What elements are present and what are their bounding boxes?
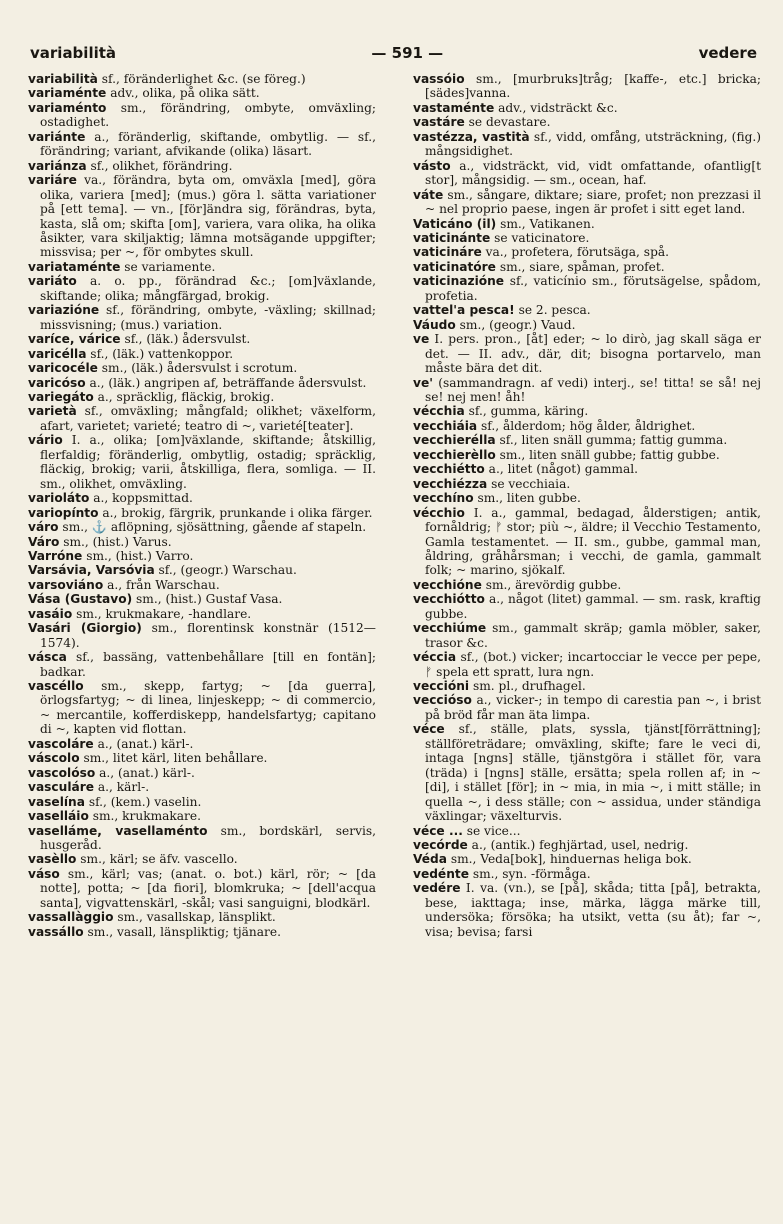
dictionary-entry: [28, 159, 376, 173]
dictionary-entry: [28, 549, 376, 563]
entry-headword: variabilità: [28, 72, 98, 86]
entry-definition: a., litet (något) gammal.: [484, 462, 639, 477]
dictionary-entry: [28, 535, 376, 549]
dictionary-entry: [28, 347, 376, 361]
entry-definition: I. va. (vn.), se [på], skåda; titta [på], betrakta, bese, iakttaga; inse, märka, lägga märke till, undersöka; försöka; ha utsikt, vetta (su åt); far ~, visa; bevisa; farsi: [425, 881, 761, 939]
entry-headword: véce ...: [413, 823, 463, 838]
page-number: — 591 —: [371, 44, 444, 62]
entry-headword: ve': [413, 375, 433, 390]
entry-definition: sf., (geogr.) Warschau.: [154, 563, 297, 578]
entry-headword: vascolóso: [28, 765, 96, 780]
entry-definition: sf., liten snäll gumma; fattig gumma.: [495, 433, 728, 448]
dictionary-entry: [28, 852, 376, 866]
dictionary-entry: [413, 217, 761, 231]
entry-definition: sm., Veda[bok], hinduernas heliga bok.: [446, 852, 692, 867]
entry-headword: variazióne: [28, 303, 100, 318]
dictionary-entry: [413, 188, 761, 217]
dictionary-entry: [413, 679, 761, 693]
entry-definition: a., (antik.) feghjärtad, usel, nedrig.: [467, 838, 689, 853]
dictionary-entry: [28, 72, 376, 86]
dictionary-entry: [28, 925, 376, 939]
entry-definition: sm., liten gubbe.: [473, 491, 581, 506]
dictionary-entry: [28, 679, 376, 737]
dictionary-entry: [413, 419, 761, 433]
entry-definition: sm. pl., drufhagel.: [469, 679, 586, 694]
entry-headword: Vaticáno (il): [413, 216, 497, 231]
dictionary-entry: [413, 318, 761, 332]
entry-headword: Vasári (Giorgio): [28, 621, 142, 636]
dictionary-entry: [28, 130, 376, 159]
dictionary-entry: [28, 173, 376, 260]
dictionary-entry: [413, 693, 761, 722]
entry-definition: se vecchiaia.: [487, 476, 571, 491]
entry-headword: vário: [28, 433, 63, 448]
entry-definition: sm., vasall, länspliktig; tjänare.: [83, 924, 281, 939]
entry-definition: a., (anat.) kärl-.: [93, 736, 194, 751]
entry-definition: sf., (läk.) vattenkoppor.: [86, 346, 234, 361]
dictionary-entry: [28, 520, 376, 534]
entry-headword: vasèllo: [28, 852, 77, 867]
entry-definition: se variamente.: [120, 259, 216, 274]
entry-headword: vaticinánte: [413, 230, 491, 245]
entry-headword: vecchiótto: [413, 592, 485, 607]
entry-headword: vaticinazióne: [413, 274, 505, 289]
entry-headword: váscolo: [28, 751, 80, 766]
entry-headword: vecórde: [413, 838, 468, 853]
right-column: [413, 72, 761, 939]
entry-headword: variaménte: [28, 86, 107, 101]
entry-headword: varietà: [28, 404, 77, 419]
entry-definition: adv., olika, på olika sätt.: [106, 86, 260, 101]
entry-headword: variánte: [28, 129, 86, 144]
entry-definition: sm., skepp, fartyg; ~ [da guerra], örlogsfartyg; ~ di linea, linjeskepp; ~ di commercio, ~ mercantile, kofferdiskepp, handelsfartyg; capitano di ~, kapten vid flottan.: [40, 679, 376, 737]
entry-headword: varsoviáno: [28, 577, 104, 592]
dictionary-entry: [28, 621, 376, 650]
dictionary-entry: [28, 433, 376, 491]
entry-definition: a., kärl-.: [94, 780, 150, 795]
entry-definition: sm., förändring, ombyte, omväxling; ostadighet.: [40, 100, 376, 130]
entry-headword: vaselína: [28, 794, 85, 809]
dictionary-entry: [28, 650, 376, 679]
entry-definition: se vaticinatore.: [490, 230, 590, 245]
columns: [28, 72, 761, 939]
entry-headword: variataménte: [28, 259, 121, 274]
entry-definition: a., något (litet) gammal. — sm. rask, kraftig gubbe.: [425, 592, 761, 621]
entry-headword: vastézza, vastità: [413, 129, 530, 144]
dictionary-entry: [413, 72, 761, 101]
dictionary-entry: [413, 621, 761, 650]
dictionary-entry: [28, 274, 376, 303]
entry-headword: vecchiáia: [413, 418, 478, 433]
dictionary-entry: [28, 506, 376, 520]
entry-definition: sf., bassäng, vattenbehållare [till en fontän]; badkar.: [40, 650, 376, 679]
entry-headword: vasculáre: [28, 780, 95, 795]
entry-definition: sm., (hist.) Varro.: [82, 548, 194, 563]
dictionary-entry: [28, 809, 376, 823]
entry-definition: a., spräcklig, fläckig, brokig.: [93, 389, 275, 404]
dictionary-entry: [28, 592, 376, 606]
entry-headword: Váudo: [413, 317, 456, 332]
entry-headword: variaménto: [28, 100, 107, 115]
entry-headword: vastaménte: [413, 100, 495, 115]
entry-headword: vecchierélla: [413, 433, 496, 448]
entry-headword: ve: [413, 332, 430, 347]
header-right-guideword: vedere: [698, 44, 757, 62]
entry-headword: Varsávia, Varsóvia: [28, 563, 155, 578]
entry-definition: sf., ålderdom; hög ålder, åldrighet.: [477, 418, 696, 433]
dictionary-entry: [28, 404, 376, 433]
entry-headword: vecchierèllo: [413, 447, 496, 462]
dictionary-entry: [28, 303, 376, 332]
dictionary-entry: [28, 361, 376, 375]
entry-headword: veccióni: [413, 679, 470, 694]
dictionary-entry: [413, 274, 761, 303]
dictionary-entry: [413, 376, 761, 405]
entry-headword: véccia: [413, 650, 457, 665]
entry-definition: sf., (kem.) vaselin.: [84, 794, 202, 809]
entry-definition: sm., (hist.) Gustaf Vasa.: [132, 592, 283, 607]
entry-headword: vastáre: [413, 115, 465, 130]
entry-headword: vascoláre: [28, 736, 94, 751]
entry-headword: váte: [413, 187, 444, 202]
dictionary-entry: [413, 231, 761, 245]
entry-definition: sm., kärl; se äfv. vascello.: [76, 852, 238, 867]
entry-definition: sm., bordskärl, servis, husgeråd.: [40, 823, 376, 853]
entry-headword: vecchiúme: [413, 621, 487, 636]
dictionary-entry: [28, 780, 376, 794]
entry-headword: vasáio: [28, 606, 73, 621]
dictionary-entry: [413, 722, 761, 823]
entry-headword: vedénte: [413, 866, 469, 881]
entry-headword: varicélla: [28, 346, 87, 361]
entry-definition: sf., olikhet, förändring.: [86, 158, 233, 173]
entry-headword: vascéllo: [28, 679, 84, 694]
header-left-guideword: variabilità: [30, 44, 117, 62]
dictionary-entry: [413, 462, 761, 476]
entry-definition: sm., [murbruks]tråg; [kaffe-, etc.] bricka; [sädes]vanna.: [425, 72, 761, 101]
dictionary-entry: [28, 910, 376, 924]
entry-definition: (sammandragn. af vedi) interj., se! titta! se så! nej se! nej men! åh!: [425, 375, 761, 404]
entry-definition: a., från Warschau.: [103, 577, 220, 592]
entry-definition: se vice...: [462, 823, 521, 838]
entry-headword: variáre: [28, 173, 77, 188]
entry-definition: sm., Vatikanen.: [496, 216, 595, 231]
entry-headword: variáto: [28, 274, 77, 289]
dictionary-entry: [413, 824, 761, 838]
dictionary-entry: [28, 737, 376, 751]
dictionary-entry: [413, 477, 761, 491]
entry-headword: vassállo: [28, 924, 84, 939]
dictionary-entry: [28, 86, 376, 100]
entry-headword: vecchíno: [413, 491, 474, 506]
entry-definition: a., (anat.) kärl-.: [95, 765, 195, 780]
entry-definition: sm., litet kärl, liten behållare.: [79, 751, 268, 766]
entry-definition: se 2. pesca.: [514, 303, 591, 318]
entry-definition: sm., (geogr.) Vaud.: [455, 317, 576, 332]
entry-headword: Varróne: [28, 548, 83, 563]
dictionary-entry: [28, 766, 376, 780]
entry-headword: varicóso: [28, 375, 86, 390]
entry-headword: váro: [28, 520, 59, 535]
entry-definition: sm., liten snäll gubbe; fattig gubbe.: [495, 447, 720, 462]
entry-definition: sm., ⚓ aflöpning, sjösättning, gående af stapeln.: [58, 520, 367, 535]
dictionary-entry: [413, 115, 761, 129]
entry-definition: sm., siare, spåman, profet.: [495, 259, 665, 274]
entry-headword: varicocéle: [28, 361, 98, 376]
entry-headword: Vása (Gustavo): [28, 592, 133, 607]
entry-headword: vecchiétto: [413, 462, 485, 477]
entry-definition: sf., vidd, omfång, utsträckning, (fig.) mångsidighet.: [425, 129, 761, 159]
entry-headword: váso: [28, 866, 60, 881]
entry-headword: vecchióne: [413, 577, 482, 592]
entry-headword: Váro: [28, 534, 60, 549]
dictionary-entry: [413, 332, 761, 375]
entry-definition: sm., krukmakare.: [88, 809, 201, 824]
dictionary-entry: [413, 404, 761, 418]
entry-definition: sm., kärl; vas; (anat. o. bot.) kärl, rör; ~ [da notte], potta; ~ [da fiori], blomkruka; ~ [dell'acqua santa], vigvattenskärl, -skål; vasi sanguigni, blodkärl.: [40, 866, 376, 910]
entry-headword: vásto: [413, 158, 451, 173]
entry-definition: sm., florentinsk konstnär (1512—1574).: [40, 621, 376, 650]
dictionary-entry: [413, 159, 761, 188]
dictionary-entry: [413, 838, 761, 852]
entry-definition: va., profetera, förutsäga, spå.: [481, 245, 670, 260]
dictionary-entry: [413, 448, 761, 462]
entry-definition: sf., ställe, plats, syssla, tjänst[förrättning]; ställföreträdare; omväxling, skifte; fare le veci di, intaga [ngns] ställe, tjänstgöra i stället för, vara (träda) i [ngns] ställe, ersätta; spela rollen af; in ~ [di], i stället [för]; in ~ mia, in mia ~, i mitt ställe; in quella ~, i dess ställe; con ~ assidua, under ständiga växlingar; växelturvis.: [425, 722, 761, 824]
entry-definition: sf., (läk.) ådersvulst.: [120, 332, 251, 347]
entry-definition: sm., gammalt skräp; gamla möbler, saker, trasor &c.: [425, 621, 761, 650]
dictionary-entry: [413, 101, 761, 115]
dictionary-entry: [413, 433, 761, 447]
dictionary-entry: [28, 578, 376, 592]
dictionary-entry: [413, 130, 761, 159]
dictionary-entry: [28, 824, 376, 853]
entry-headword: vécchio: [413, 505, 465, 520]
dictionary-entry: [413, 245, 761, 259]
dictionary-entry: [28, 491, 376, 505]
entry-headword: variopínto: [28, 505, 99, 520]
entry-definition: sm., (läk.) ådersvulst i scrotum.: [97, 361, 298, 376]
entry-headword: vásca: [28, 650, 67, 665]
dictionary-entry: [28, 563, 376, 577]
entry-definition: sf., förändring, ombyte, -växling; skillnad; missvisning; (mus.) variation.: [40, 303, 376, 332]
page-header: [28, 44, 761, 62]
entry-headword: vecchiézza: [413, 476, 488, 491]
entry-headword: vassallàggio: [28, 910, 114, 925]
dictionary-entry: [28, 332, 376, 346]
entry-headword: vaselláme, vasellaménto: [28, 823, 208, 838]
entry-definition: sm., (hist.) Varus.: [59, 534, 172, 549]
entry-headword: vaticinatóre: [413, 259, 496, 274]
dictionary-entry: [413, 650, 761, 679]
dictionary-entry: [28, 260, 376, 274]
dictionary-entry: [28, 390, 376, 404]
entry-headword: vedére: [413, 881, 461, 896]
entry-headword: varioláto: [28, 491, 90, 506]
entry-definition: a., (läk.) angripen af, beträffande ådersvulst.: [85, 375, 367, 390]
entry-definition: se devastare.: [464, 115, 551, 130]
entry-headword: variánza: [28, 158, 87, 173]
entry-definition: adv., vidsträckt &c.: [494, 100, 618, 115]
entry-definition: sm., krukmakare, -handlare.: [72, 606, 252, 621]
entry-definition: a., föränderlig, skiftande, ombytlig. — sf., förändring; variant, afvikande (olika) läsart.: [40, 129, 376, 159]
entry-headword: vattel'a pesca!: [413, 303, 515, 318]
entry-headword: varíce, várice: [28, 332, 121, 347]
entry-definition: a., vidsträckt, vid, vidt omfattande, ofantlig[t stor], mångsidig. — sm., ocean, haf.: [425, 158, 761, 188]
entry-headword: veccióso: [413, 693, 472, 708]
dictionary-entry: [413, 592, 761, 621]
dictionary-entry: [28, 751, 376, 765]
entry-headword: Véda: [413, 852, 447, 867]
entry-definition: sf., vaticínio sm., förutsägelse, spådom, profetia.: [425, 274, 761, 303]
entry-definition: sm., syn. -förmåga.: [468, 866, 591, 881]
entry-definition: sf., föränderlighet &c. (se föreg.): [97, 72, 306, 86]
entry-definition: va., förändra, byta om, omväxla [med], göra olika, variera [med]; (mus.) göra l. sätta variationer på [ett tema]. — vn., [för]ändra sig, förändras, byta, kasta, slå om; skifta [om], variera, vara olika, ha olika åsikter, vara skiljaktig; lämna motsägande uppgifter; missvisa; per ~, för ombytes skull.: [40, 173, 376, 260]
entry-definition: a., koppsmittad.: [89, 491, 193, 506]
dictionary-entry: [413, 260, 761, 274]
dictionary-entry: [413, 852, 761, 866]
dictionary-entry: [413, 578, 761, 592]
entry-definition: sf., (bot.) vicker; incartocciar le vecce per pepe, ᚠ spela ett spratt, lura ngn.: [425, 650, 761, 679]
dictionary-entry: [28, 867, 376, 910]
dictionary-entry: [413, 881, 761, 939]
entry-headword: vaselláio: [28, 809, 89, 824]
dictionary-entry: [413, 491, 761, 505]
entry-headword: vaticináre: [413, 245, 482, 260]
entry-definition: a., vicker-; in tempo di carestia pan ~, i brist på bröd får man äta limpa.: [425, 693, 761, 722]
entry-definition: I. a., olika; [om]växlande, skiftande; åtskillig, flerfaldig; föränderlig, ombytlig, ostadig; spräcklig, fläckig, brokig; varii, åtskilliga, flera, somliga. — II. sm., olikhet, omväxling.: [40, 433, 376, 491]
entry-definition: I. pers. pron., [åt] eder; ~ lo dirò, jag skall säga er det. — II. adv., där, dit; bisogna portarvelo, man måste bära det dit.: [425, 332, 761, 376]
entry-definition: sm., ärevördig gubbe.: [481, 577, 622, 592]
entry-definition: a., brokig, färgrik, prunkande i olika färger.: [98, 505, 373, 520]
dictionary-entry: [413, 303, 761, 317]
left-column: [28, 72, 376, 939]
dictionary-entry: [28, 607, 376, 621]
entry-headword: vécchia: [413, 404, 465, 419]
entry-definition: sm., sångare, diktare; siare, profet; non prezzasi il ~ nel proprio paese, ingen är profet i sitt eget land.: [425, 187, 761, 217]
entry-headword: vassóio: [413, 72, 465, 86]
entry-definition: sf., omväxling; mångfald; olikhet; växelform, afart, varietet; varieté; teatro di ~, varieté[teater].: [40, 404, 376, 433]
entry-definition: sf., gumma, käring.: [464, 404, 589, 419]
dictionary-entry: [413, 867, 761, 881]
dictionary-entry: [28, 795, 376, 809]
dictionary-entry: [28, 101, 376, 130]
entry-definition: sm., vasallskap, länsplikt.: [113, 910, 276, 925]
entry-headword: variegáto: [28, 389, 94, 404]
entry-definition: I. a., gammal, bedagad, ålderstigen; antik, fornåldrig; ᚠ stor; più ~, äldre; il Vecchio Testamento, Gamla testamentet. — II. sm., gubbe, gammal man, åldring, gråhårsman; i vecchi, de gamla, gammalt folk; ~ marino, sjökalf.: [425, 505, 761, 578]
entry-definition: a. o. pp., förändrad &c.; [om]växlande, skiftande; olika; mångfärgad, brokig.: [40, 274, 376, 303]
entry-headword: véce: [413, 722, 445, 737]
dictionary-entry: [413, 506, 761, 578]
dictionary-entry: [28, 376, 376, 390]
